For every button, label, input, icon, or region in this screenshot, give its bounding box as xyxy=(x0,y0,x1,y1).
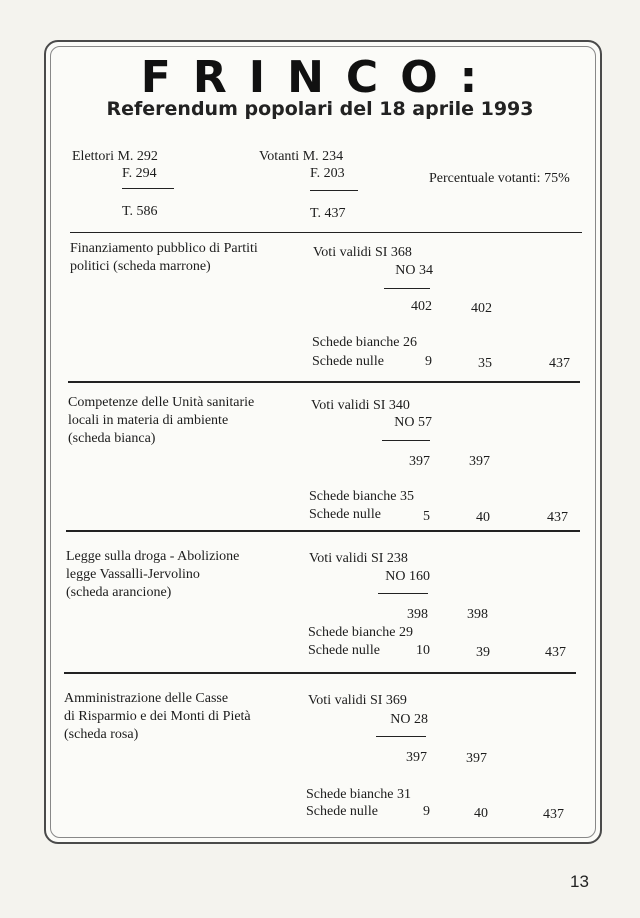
question-line: locali in materia di ambiente xyxy=(68,413,229,428)
question-line: Competenze delle Unità sanitarie xyxy=(68,395,255,410)
schede-bianche: Schede bianche 29 xyxy=(308,625,413,640)
sum-rule xyxy=(378,593,428,594)
voti-validi-total: 398 xyxy=(467,607,488,622)
separator-1 xyxy=(68,381,580,383)
elettori-t: T. 586 xyxy=(122,204,158,219)
voti-no: NO 28 xyxy=(390,712,428,727)
question-2 xyxy=(68,394,254,448)
votanti-t: T. 437 xyxy=(310,206,346,221)
question-3 xyxy=(66,548,239,602)
voti-validi: 397 xyxy=(409,454,430,469)
voti-validi-total: 397 xyxy=(469,454,490,469)
question-line: Amministrazione delle Casse xyxy=(64,691,229,706)
elettori-f: F. 294 xyxy=(122,166,157,181)
schede-nulle-label: Schede nulle xyxy=(312,354,384,369)
question-line: di Risparmio e dei Monti di Pietà xyxy=(64,709,251,724)
voti-si: Voti validi SI 340 xyxy=(311,398,410,413)
elettori-rule xyxy=(122,188,174,189)
separator-2 xyxy=(66,530,580,532)
schede-nulle-label: Schede nulle xyxy=(306,804,378,819)
votanti-rule xyxy=(310,190,358,191)
voti-validi: 398 xyxy=(407,607,428,622)
voti-validi-total: 402 xyxy=(471,301,492,316)
sum-rule xyxy=(376,736,426,737)
separator-3 xyxy=(64,672,576,674)
schede-nulle: 9 xyxy=(423,804,430,819)
page-number: 13 xyxy=(570,872,589,891)
question-line: legge Vassalli-Jervolino xyxy=(66,567,200,582)
question-line: (scheda rosa) xyxy=(64,727,139,742)
question-line: Finanziamento pubblico di Partiti xyxy=(70,241,258,256)
percentuale-votanti: Percentuale votanti: 75% xyxy=(429,171,570,186)
schede-bianche: Schede bianche 26 xyxy=(312,335,417,350)
separator-0 xyxy=(70,232,582,233)
voti-no: NO 160 xyxy=(385,569,430,584)
bianche-nulle-sum: 35 xyxy=(478,356,492,371)
voti-validi: 397 xyxy=(406,750,427,765)
voti-si: Voti validi SI 369 xyxy=(308,693,407,708)
schede-bianche: Schede bianche 31 xyxy=(306,787,411,802)
schede-nulle: 9 xyxy=(425,354,432,369)
bianche-nulle-sum: 40 xyxy=(476,510,490,525)
sum-rule xyxy=(384,288,430,289)
voti-si: Voti validi SI 368 xyxy=(313,245,412,260)
voti-no: NO 34 xyxy=(395,263,433,278)
sum-rule xyxy=(382,440,430,441)
page-subtitle: Referendum popolari del 18 aprile 1993 xyxy=(106,98,534,120)
page-title: FRINCO: xyxy=(140,52,500,103)
question-line: politici (scheda marrone) xyxy=(70,259,211,274)
total-votanti: 437 xyxy=(549,356,570,371)
schede-bianche: Schede bianche 35 xyxy=(309,489,414,504)
schede-nulle-label: Schede nulle xyxy=(309,507,381,522)
schede-nulle: 5 xyxy=(423,509,430,524)
schede-nulle: 10 xyxy=(416,643,430,658)
voti-si: Voti validi SI 238 xyxy=(309,551,408,566)
total-votanti: 437 xyxy=(543,807,564,822)
schede-nulle-label: Schede nulle xyxy=(308,643,380,658)
question-line: Legge sulla droga - Abolizione xyxy=(66,549,240,564)
question-4 xyxy=(64,690,251,744)
voti-validi: 402 xyxy=(411,299,432,314)
total-votanti: 437 xyxy=(545,645,566,660)
voti-no: NO 57 xyxy=(394,415,432,430)
question-1 xyxy=(70,240,258,276)
elettori-m: Elettori M. 292 xyxy=(72,149,158,164)
total-votanti: 437 xyxy=(547,510,568,525)
votanti-m: Votanti M. 234 xyxy=(259,149,344,164)
voti-validi-total: 397 xyxy=(466,751,487,766)
bianche-nulle-sum: 39 xyxy=(476,645,490,660)
question-line: (scheda bianca) xyxy=(68,431,156,446)
bianche-nulle-sum: 40 xyxy=(474,806,488,821)
votanti-f: F. 203 xyxy=(310,166,345,181)
question-line: (scheda arancione) xyxy=(66,585,172,600)
